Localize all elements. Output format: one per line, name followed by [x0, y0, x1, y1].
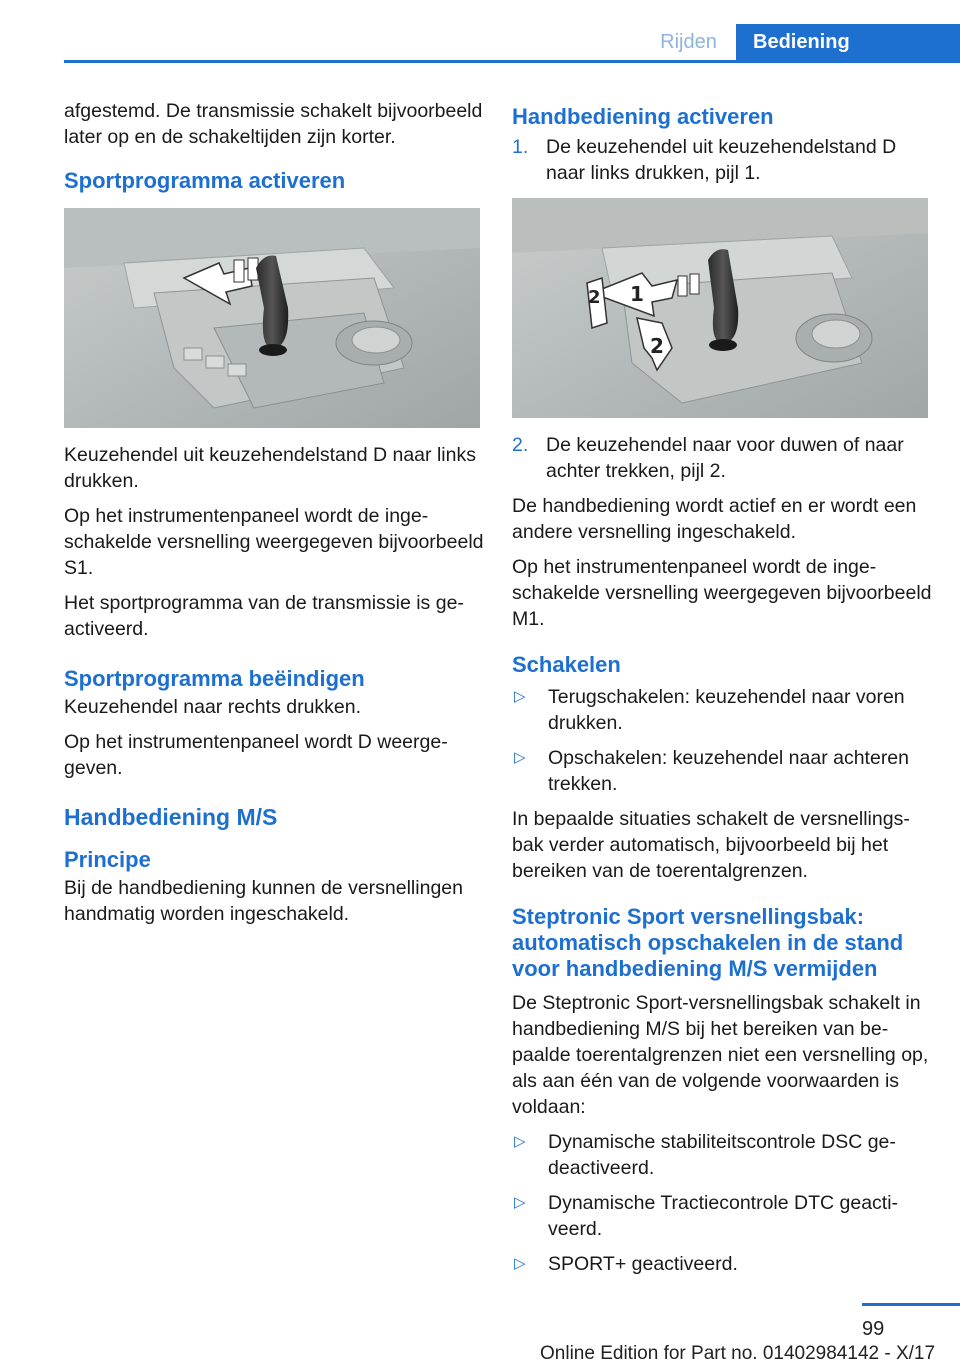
gear-selector-manual-image: [512, 198, 928, 418]
tab-bediening[interactable]: Bediening: [736, 24, 960, 60]
heading-manual: Handbediening M/S: [64, 804, 278, 830]
paragraph-s2: Op het instrumentenpaneel wordt de ingeschakelde versnelling weergegeven bijvoorbeeld S1.: [64, 505, 484, 579]
arrow-2-label-bottom: 2: [650, 334, 664, 358]
gear-selector-sport-image: [64, 208, 480, 428]
heading-manual-activate: Handbediening activeren: [512, 104, 774, 129]
bullet-text: Terugschakelen: keuzehendel naar voren drukken.: [548, 686, 905, 734]
bullet-dtc: [512, 1190, 932, 1242]
footer-rule: [862, 1303, 960, 1306]
bullet-terugschakelen: [512, 684, 932, 736]
bullet-icon: ▷: [514, 1255, 526, 1272]
header-rule: [64, 60, 960, 63]
paragraph-s3: Het sportprogramma van de transmissie is geactiveerd.: [64, 592, 464, 640]
arrow-2-label-top: 2: [588, 287, 601, 308]
bullet-icon: ▷: [514, 1194, 526, 1211]
paragraph-r3: In bepaalde situaties schakelt de versnellingsbak verder automatisch, bijvoorbeeld bij het bereiken van de toerentalgrenzen.: [512, 808, 910, 882]
step-1: [512, 134, 932, 186]
arrow-1-label: 1: [630, 282, 644, 306]
paragraph-r2: Op het instrumentenpaneel wordt de ingeschakelde versnelling weergegeven bijvoorbeeld M1.: [512, 556, 932, 630]
heading-sport-activate: Sportprogramma activeren: [64, 168, 346, 193]
paragraph-s6: Bij de handbediening kunnen de versnellingen handmatig worden ingeschakeld.: [64, 877, 463, 925]
tab-rijden[interactable]: Rijden: [660, 30, 717, 53]
edition-note: Online Edition for Part no. 01402984142 - X/17: [540, 1343, 936, 1364]
bullet-icon: ▷: [514, 1133, 526, 1150]
heading-steptronic: Steptronic Sport versnellingsbak: automatisch opschakelen in de stand voor handbediening M/S vermijden: [512, 904, 904, 981]
step-2-text: De keuzehendel naar voor duwen of naar achter trekken, pijl 2.: [546, 434, 904, 482]
bullet-opschakelen: [512, 745, 932, 797]
bullet-icon: ▷: [514, 688, 526, 705]
paragraph-s5: Op het instrumentenpaneel wordt D weergegeven.: [64, 731, 448, 779]
bullet-text: Dynamische stabiliteitscontrole DSC gedeactiveerd.: [548, 1131, 896, 1179]
bullet-sport-plus: [512, 1251, 932, 1277]
bullet-dsc: [512, 1129, 932, 1181]
bullet-text: Dynamische Tractiecontrole DTC geactiveerd.: [548, 1192, 899, 1240]
bullet-text: SPORT+ geactiveerd.: [548, 1253, 738, 1275]
intro-paragraph: afgestemd. De transmissie schakelt bijvoorbeeld later op en de schakeltijden zijn korter.: [64, 100, 483, 148]
heading-schakelen: Schakelen: [512, 652, 621, 677]
step-1-number: 1.: [512, 136, 529, 158]
paragraph-r1: De handbediening wordt actief en er wordt een andere versnelling ingeschakeld.: [512, 495, 917, 543]
right-column: [512, 104, 932, 1286]
left-column: [64, 98, 484, 936]
step-2: [512, 432, 932, 484]
paragraph-s1: Keuzehendel uit keuzehendelstand D naar links drukken.: [64, 444, 476, 492]
bullet-icon: ▷: [514, 749, 526, 766]
paragraph-s4: Keuzehendel naar rechts drukken.: [64, 696, 362, 718]
step-1-text: De keuzehendel uit keuzehendelstand D naar links drukken, pijl 1.: [546, 136, 897, 184]
bullet-text: Opschakelen: keuzehendel naar achteren trekken.: [548, 747, 909, 795]
page-number: 99: [862, 1318, 885, 1340]
heading-principe: Principe: [64, 847, 151, 872]
step-2-number: 2.: [512, 434, 529, 456]
paragraph-r4: De Steptronic Sport-versnellingsbak schakelt in handbediening M/S bij het bereiken van bepaalde toerentalgrenzen niet een versnelling op, als aan één van de volgende voorwaarden is voldaan:: [512, 992, 929, 1118]
heading-sport-end: Sportprogramma beëindigen: [64, 666, 365, 691]
